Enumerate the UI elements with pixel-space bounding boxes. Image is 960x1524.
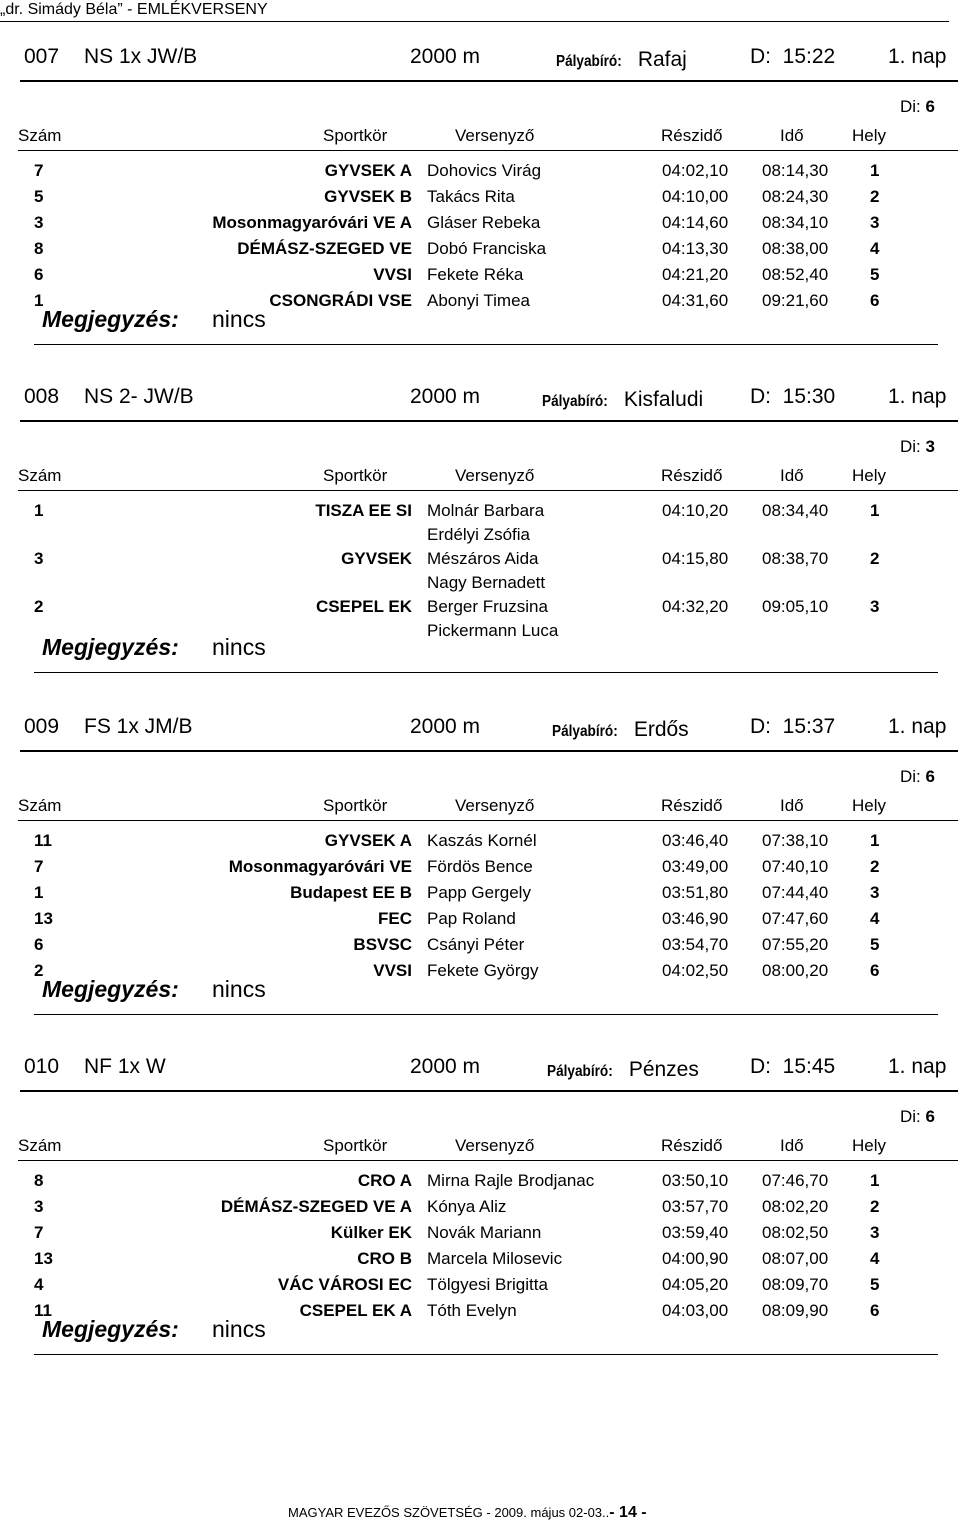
- lane-number: 3: [34, 213, 44, 232]
- finish-time: 09:21,60: [762, 291, 829, 310]
- club-name: CSEPEL EK: [315, 597, 412, 616]
- results-table: [0, 828, 960, 984]
- start-time-label: D:: [750, 1055, 771, 1078]
- umpire-name: Rafaj: [637, 48, 687, 71]
- remark: [42, 633, 266, 661]
- race-number: 008: [24, 385, 60, 408]
- start-time: [750, 714, 835, 740]
- remark: [42, 975, 266, 1003]
- boat-class: NS 2- JW/B: [84, 385, 194, 408]
- lane-number: 6: [34, 935, 44, 954]
- finish-time: 08:00,20: [762, 961, 829, 980]
- remark: [42, 305, 266, 333]
- athlete-name: Berger Fruzsina: [427, 597, 548, 616]
- race-header: [0, 1050, 960, 1090]
- split-time: 03:46,90: [662, 909, 729, 928]
- di-value: 6: [925, 767, 935, 786]
- split-time: 04:02,10: [662, 161, 729, 180]
- result-row: [0, 184, 960, 210]
- umpire: [547, 1057, 699, 1083]
- lane-number: 11: [34, 831, 52, 850]
- column-divider: [18, 150, 958, 151]
- club-name: GYVSEK A: [324, 161, 412, 180]
- finish-time: 07:55,20: [762, 935, 829, 954]
- header-divider: [20, 420, 958, 422]
- race-distance: 2000 m: [410, 45, 481, 68]
- umpire-label: Pályabíró:: [547, 1063, 613, 1080]
- remark-divider: [34, 1354, 938, 1355]
- remark: [42, 1315, 266, 1343]
- results-table: [0, 158, 960, 314]
- race-distance: 2000 m: [410, 1055, 481, 1078]
- club-name: Budapest EE B: [290, 883, 412, 902]
- race-number: 009: [24, 715, 60, 738]
- club-name: VVSI: [373, 265, 412, 284]
- remark-divider: [34, 344, 938, 345]
- finish-time: 08:38,70: [762, 549, 829, 568]
- di-label: Di:: [900, 1107, 921, 1126]
- result-row: [0, 932, 960, 958]
- place: 1: [870, 1171, 880, 1190]
- finish-time: 08:52,40: [762, 265, 829, 284]
- split-time: 04:13,30: [662, 239, 729, 258]
- lane-number: 1: [34, 291, 44, 310]
- club-name: FEC: [378, 909, 412, 928]
- place: 5: [870, 265, 880, 284]
- athlete-name: Tóth Evelyn: [427, 1301, 517, 1320]
- result-row: [0, 1194, 960, 1220]
- header-divider: [20, 750, 958, 752]
- di-count: [900, 1106, 935, 1128]
- column-header-reszido: Részidő: [661, 126, 723, 145]
- split-time: 03:49,00: [662, 857, 729, 876]
- split-time: 03:57,70: [662, 1197, 729, 1216]
- athlete-name: Marcela Milosevic: [427, 1249, 563, 1268]
- race-block: [0, 710, 960, 1040]
- lane-number: 13: [34, 1249, 53, 1268]
- club-name: Külker EK: [330, 1223, 412, 1242]
- athlete-name: Fekete György: [427, 961, 539, 980]
- place: 2: [870, 187, 880, 206]
- split-time: 04:02,50: [662, 961, 729, 980]
- di-value: 6: [925, 1107, 935, 1126]
- race-number: 007: [24, 45, 60, 68]
- race-header: [0, 40, 960, 80]
- athlete-name: Novák Mariann: [427, 1223, 542, 1242]
- di-label: Di:: [900, 437, 921, 456]
- place: 2: [870, 857, 880, 876]
- remark-label: Megjegyzés:: [42, 976, 179, 1002]
- start-time-value: 15:45: [782, 1055, 836, 1078]
- column-header-sportkor: Sportkör: [323, 1136, 388, 1155]
- umpire-name: Kisfaludi: [623, 388, 704, 411]
- club-name: GYVSEK A: [324, 831, 412, 850]
- club-name: Mosonmagyaróvári VE A: [212, 213, 412, 232]
- result-row: [0, 1246, 960, 1272]
- place: 6: [870, 1301, 880, 1320]
- split-time: 04:31,60: [662, 291, 729, 310]
- finish-time: 08:09,70: [762, 1275, 829, 1294]
- result-row: [0, 158, 960, 184]
- lane-number: 2: [34, 597, 44, 616]
- result-row: [0, 210, 960, 236]
- club-name: CRO A: [357, 1171, 412, 1190]
- athlete-name: Papp Gergely: [427, 883, 531, 902]
- column-header-hely: Hely: [852, 796, 887, 815]
- column-divider: [18, 490, 958, 491]
- split-time: 04:14,60: [662, 213, 729, 232]
- club-name: VVSI: [373, 961, 412, 980]
- place: 1: [870, 831, 880, 850]
- boat-class: NF 1x W: [84, 1055, 166, 1078]
- umpire-label: Pályabíró:: [552, 723, 618, 740]
- umpire: [552, 717, 689, 743]
- umpire-label: Pályabíró:: [542, 393, 608, 410]
- split-time: 03:51,80: [662, 883, 729, 902]
- race-header: [0, 710, 960, 750]
- result-row: [0, 498, 960, 546]
- lane-number: 4: [34, 1275, 44, 1294]
- club-name: VÁC VÁROSI EC: [277, 1275, 412, 1294]
- athlete-name: Takács Rita: [427, 187, 515, 206]
- lane-number: 6: [34, 265, 44, 284]
- result-row: [0, 828, 960, 854]
- column-header-szam: Szám: [18, 796, 62, 815]
- boat-class: FS 1x JM/B: [84, 715, 193, 738]
- athlete-name-second: Nagy Bernadett: [427, 573, 546, 592]
- column-header-ido: Idő: [780, 126, 804, 145]
- split-time: 04:05,20: [662, 1275, 729, 1294]
- result-row: [0, 546, 960, 594]
- athlete-name-second: Erdélyi Zsófia: [427, 525, 530, 544]
- result-row: [0, 236, 960, 262]
- remark-value: nincs: [212, 634, 266, 660]
- place: 2: [870, 1197, 880, 1216]
- finish-time: 08:02,20: [762, 1197, 829, 1216]
- club-name: GYVSEK B: [324, 187, 412, 206]
- finish-time: 07:46,70: [762, 1171, 829, 1190]
- column-header-reszido: Részidő: [661, 796, 723, 815]
- lane-number: 8: [34, 239, 44, 258]
- start-time: [750, 44, 835, 70]
- club-name: TISZA EE SI: [315, 501, 412, 520]
- boat-class: NS 1x JW/B: [84, 45, 198, 68]
- column-header-hely: Hely: [852, 126, 887, 145]
- athlete-name: Mirna Rajle Brodjanac: [427, 1171, 595, 1190]
- di-value: 6: [925, 97, 935, 116]
- remark-divider: [34, 672, 938, 673]
- place: 3: [870, 213, 880, 232]
- race-day: 1. nap: [888, 1055, 947, 1078]
- column-header-versenyzo: Versenyző: [455, 1136, 535, 1155]
- umpire-label: Pályabíró:: [556, 53, 622, 70]
- place: 5: [870, 935, 880, 954]
- finish-time: 08:09,90: [762, 1301, 829, 1320]
- place: 2: [870, 549, 880, 568]
- di-count: [900, 436, 935, 458]
- athlete-name: Fördös Bence: [427, 857, 533, 876]
- club-name: CRO B: [357, 1249, 412, 1268]
- di-label: Di:: [900, 97, 921, 116]
- start-time-value: 15:22: [782, 45, 836, 68]
- place: 1: [870, 501, 880, 520]
- remark-value: nincs: [212, 306, 266, 332]
- document-title: „dr. Simády Béla” - EMLÉKVERSENY: [0, 1, 268, 18]
- umpire-name: Pénzes: [628, 1058, 699, 1081]
- finish-time: 08:02,50: [762, 1223, 829, 1242]
- finish-time: 08:07,00: [762, 1249, 829, 1268]
- remark-divider: [34, 1014, 938, 1015]
- race-block: [0, 40, 960, 370]
- column-divider: [18, 820, 958, 821]
- athlete-name: Csányi Péter: [427, 935, 525, 954]
- result-row: [0, 880, 960, 906]
- athlete-name: Dohovics Virág: [427, 161, 542, 180]
- place: 3: [870, 1223, 880, 1242]
- result-row: [0, 1220, 960, 1246]
- finish-time: 08:34,10: [762, 213, 829, 232]
- lane-number: 7: [34, 857, 44, 876]
- finish-time: 08:14,30: [762, 161, 829, 180]
- result-row: [0, 1168, 960, 1194]
- lane-number: 1: [34, 501, 44, 520]
- column-header-ido: Idő: [780, 796, 804, 815]
- lane-number: 8: [34, 1171, 44, 1190]
- place: 3: [870, 597, 880, 616]
- split-time: 03:54,70: [662, 935, 729, 954]
- di-value: 3: [925, 437, 935, 456]
- place: 4: [870, 1249, 880, 1268]
- result-row: [0, 854, 960, 880]
- start-time: [750, 1054, 835, 1080]
- column-header-versenyzo: Versenyző: [455, 126, 535, 145]
- club-name: CSEPEL EK A: [299, 1301, 412, 1320]
- result-row: [0, 906, 960, 932]
- split-time: 04:32,20: [662, 597, 729, 616]
- race-distance: 2000 m: [410, 715, 481, 738]
- athlete-name: Kaszás Kornél: [427, 831, 537, 850]
- place: 4: [870, 239, 880, 258]
- place: 4: [870, 909, 880, 928]
- header-divider: [20, 1090, 958, 1092]
- race-number: 010: [24, 1055, 60, 1078]
- split-time: 04:21,20: [662, 265, 729, 284]
- club-name: BSVSC: [353, 935, 412, 954]
- finish-time: 08:24,30: [762, 187, 829, 206]
- place: 3: [870, 883, 880, 902]
- finish-time: 07:47,60: [762, 909, 829, 928]
- race-header: [0, 380, 960, 420]
- lane-number: 1: [34, 883, 44, 902]
- finish-time: 07:38,10: [762, 831, 829, 850]
- finish-time: 08:38,00: [762, 239, 829, 258]
- split-time: 03:46,40: [662, 831, 729, 850]
- page-footer: [288, 1505, 647, 1521]
- split-time: 04:00,90: [662, 1249, 729, 1268]
- result-row: [0, 1272, 960, 1298]
- club-name: Mosonmagyaróvári VE: [228, 857, 412, 876]
- start-time-label: D:: [750, 45, 771, 68]
- column-divider: [18, 1160, 958, 1161]
- athlete-name: Tölgyesi Brigitta: [427, 1275, 548, 1294]
- umpire-name: Erdős: [633, 718, 689, 741]
- finish-time: 08:34,40: [762, 501, 829, 520]
- split-time: 04:10,20: [662, 501, 729, 520]
- athlete-name: Kónya Aliz: [427, 1197, 507, 1216]
- start-time-label: D:: [750, 715, 771, 738]
- place: 5: [870, 1275, 880, 1294]
- race-day: 1. nap: [888, 385, 947, 408]
- remark-label: Megjegyzés:: [42, 1316, 179, 1342]
- top-divider: [0, 21, 949, 22]
- column-header-reszido: Részidő: [661, 1136, 723, 1155]
- lane-number: 2: [34, 961, 44, 980]
- column-header-reszido: Részidő: [661, 466, 723, 485]
- lane-number: 3: [34, 1197, 44, 1216]
- column-header-szam: Szám: [18, 1136, 62, 1155]
- place: 6: [870, 961, 880, 980]
- race-day: 1. nap: [888, 715, 947, 738]
- race-block: [0, 1050, 960, 1380]
- athlete-name: Fekete Réka: [427, 265, 524, 284]
- header-divider: [20, 80, 958, 82]
- column-header-hely: Hely: [852, 1136, 887, 1155]
- athlete-name: Dobó Franciska: [427, 239, 547, 258]
- lane-number: 3: [34, 549, 44, 568]
- finish-time: 07:44,40: [762, 883, 829, 902]
- column-header-versenyzo: Versenyző: [455, 796, 535, 815]
- di-count: [900, 96, 935, 118]
- page-number: - 14 -: [609, 1504, 647, 1521]
- start-time-label: D:: [750, 385, 771, 408]
- column-header-szam: Szám: [18, 126, 62, 145]
- column-header-szam: Szám: [18, 466, 62, 485]
- lane-number: 5: [34, 187, 44, 206]
- remark-label: Megjegyzés:: [42, 306, 179, 332]
- club-name: CSONGRÁDI VSE: [269, 291, 412, 310]
- start-time-value: 15:37: [782, 715, 836, 738]
- remark-value: nincs: [212, 976, 266, 1002]
- column-header-versenyzo: Versenyző: [455, 466, 535, 485]
- di-count: [900, 766, 935, 788]
- column-header-hely: Hely: [852, 466, 887, 485]
- split-time: 04:10,00: [662, 187, 729, 206]
- lane-number: 7: [34, 1223, 44, 1242]
- umpire: [556, 47, 687, 73]
- club-name: DÉMÁSZ-SZEGED VE A: [220, 1197, 412, 1216]
- split-time: 03:50,10: [662, 1171, 729, 1190]
- finish-time: 07:40,10: [762, 857, 829, 876]
- column-header-sportkor: Sportkör: [323, 466, 388, 485]
- athlete-name: Molnár Barbara: [427, 501, 545, 520]
- start-time: [750, 384, 835, 410]
- umpire: [542, 387, 703, 413]
- column-header-sportkor: Sportkör: [323, 796, 388, 815]
- club-name: GYVSEK: [341, 549, 412, 568]
- column-header-ido: Idő: [780, 466, 804, 485]
- athlete-name: Mészáros Aida: [427, 549, 539, 568]
- athlete-name: Gláser Rebeka: [427, 213, 541, 232]
- club-name: DÉMÁSZ-SZEGED VE: [237, 239, 412, 258]
- finish-time: 09:05,10: [762, 597, 829, 616]
- results-table: [0, 1168, 960, 1324]
- place: 6: [870, 291, 880, 310]
- results-table: [0, 498, 960, 642]
- race-block: [0, 380, 960, 710]
- athlete-name: Abonyi Timea: [427, 291, 530, 310]
- athlete-name: Pap Roland: [427, 909, 516, 928]
- footer-text: MAGYAR EVEZŐS SZÖVETSÉG - 2009. május 02-03..: [288, 1505, 610, 1520]
- di-label: Di:: [900, 767, 921, 786]
- remark-label: Megjegyzés:: [42, 634, 179, 660]
- split-time: 03:59,40: [662, 1223, 729, 1242]
- place: 1: [870, 161, 880, 180]
- column-header-ido: Idő: [780, 1136, 804, 1155]
- split-time: 04:15,80: [662, 549, 729, 568]
- lane-number: 11: [34, 1301, 52, 1320]
- race-day: 1. nap: [888, 45, 947, 68]
- column-header-sportkor: Sportkör: [323, 126, 388, 145]
- start-time-value: 15:30: [782, 385, 836, 408]
- athlete-name-second: Pickermann Luca: [427, 621, 559, 640]
- result-row: [0, 262, 960, 288]
- remark-value: nincs: [212, 1316, 266, 1342]
- lane-number: 13: [34, 909, 53, 928]
- lane-number: 7: [34, 161, 44, 180]
- split-time: 04:03,00: [662, 1301, 729, 1320]
- race-distance: 2000 m: [410, 385, 481, 408]
